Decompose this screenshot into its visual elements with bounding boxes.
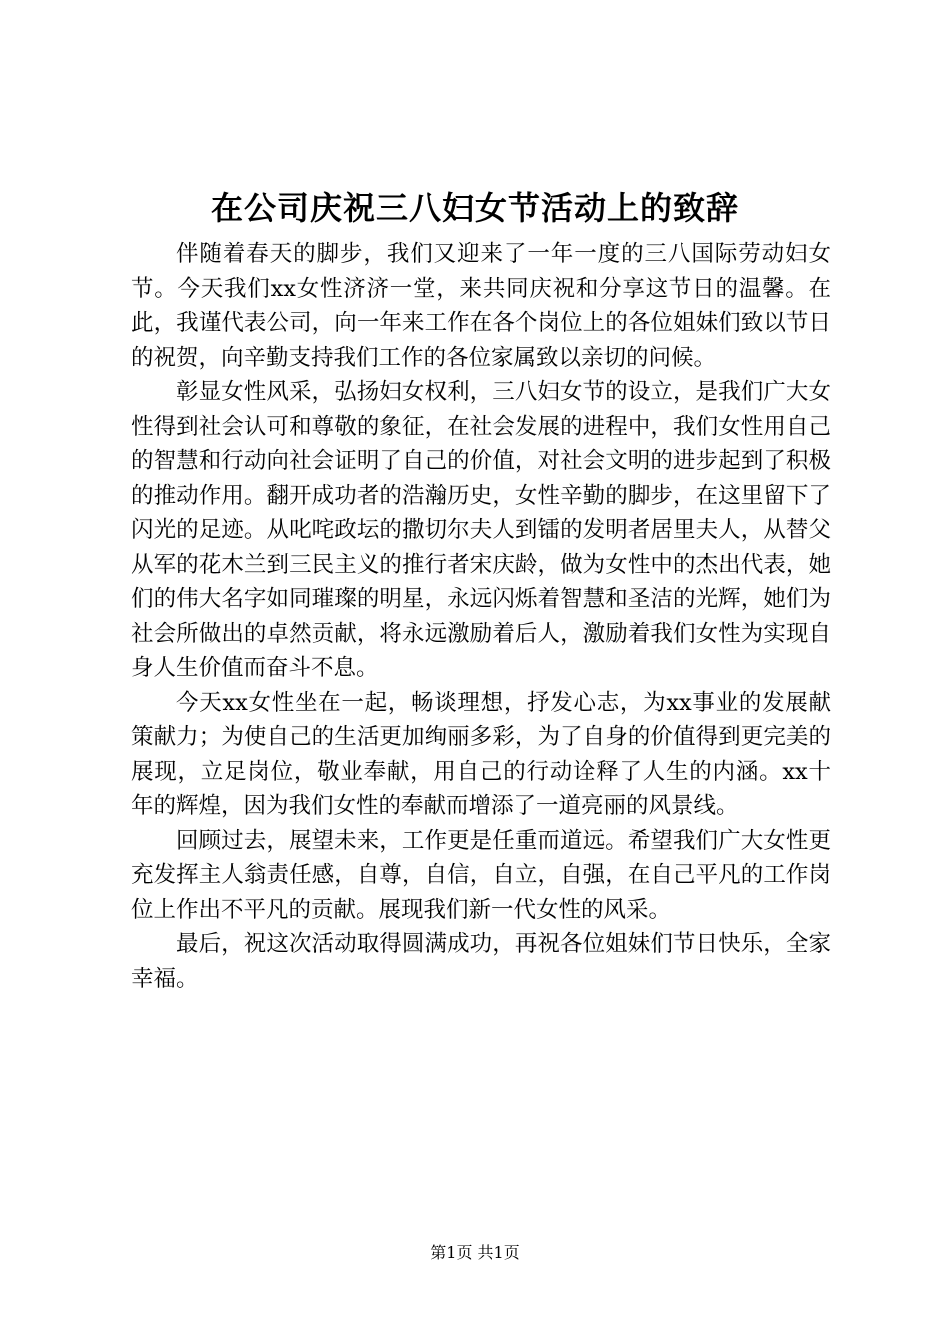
document-body <box>131 237 831 996</box>
paragraph-3: 今天xx女性坐在一起，畅谈理想，抒发心志，为xx事业的发展献策献力；为使自己的生活更加绚丽多彩，为了自身的价值得到更完美的展现，立足岗位，敬业奉献，用自己的行动诠释了人生的内涵。xx十年的辉煌，因为我们女性的奉献而增添了一道亮丽的风景线。 <box>131 689 831 819</box>
paragraph-1: 伴随着春天的脚步，我们又迎来了一年一度的三八国际劳动妇女节。今天我们xx女性济济一堂，来共同庆祝和分享这节日的温馨。在此，我谨代表公司，向一年来工作在各个岗位上的各位姐妹们致以节日的祝贺，向辛勤支持我们工作的各位家属致以亲切的问候。 <box>131 241 831 371</box>
page-footer: 第1页 共1页 <box>430 1243 520 1262</box>
paragraph-4: 回顾过去，展望未来，工作更是任重而道远。希望我们广大女性更充发挥主人翁责任感，自尊，自信，自立，自强，在自己平凡的工作岗位上作出不平凡的贡献。展现我们新一代女性的风采。 <box>131 827 831 923</box>
paragraph-5: 最后，祝这次活动取得圆满成功，再祝各位姐妹们节日快乐，全家幸福。 <box>131 931 831 992</box>
document-title: 在公司庆祝三八妇女节活动上的致辞 <box>210 189 739 227</box>
paragraph-2: 彰显女性风采，弘扬妇女权利，三八妇女节的设立，是我们广大女性得到社会认可和尊敬的象征，在社会发展的进程中，我们女性用自己的智慧和行动向社会证明了自己的价值，对社会文明的进步起到了积极的推动作用。翻开成功者的浩瀚历史，女性辛勤的脚步，在这里留下了闪光的足迹。从叱咤政坛的撒切尔夫人到镭的发明者居里夫人，从替父从军的花木兰到三民主义的推行者宋庆龄，做为女性中的杰出代表，她们的伟大名字如同璀璨的明星，永远闪烁着智慧和圣洁的光辉，她们为社会所做出的卓然贡献，将永远激励着后人，激励着我们女性为实现自身人生价值而奋斗不息。 <box>131 379 831 681</box>
